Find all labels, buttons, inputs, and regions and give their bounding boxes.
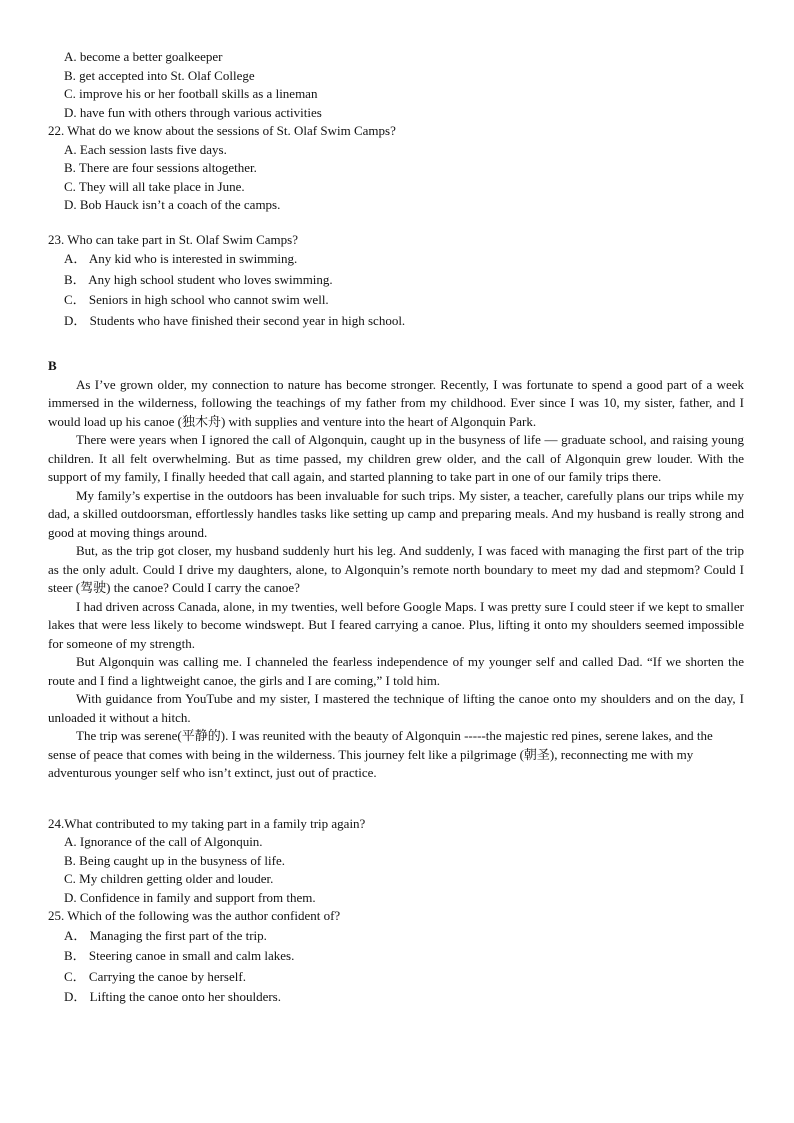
section-label: B [48,358,57,373]
option-b: B. There are four sessions altogether. [64,160,257,175]
option-a: A． Any kid who is interested in swimming. [64,251,298,266]
option-c: C. They will all take place in June. [64,178,245,194]
question-stem: 23. Who can take part in St. Olaf Swim Camps? [48,231,298,247]
passage-paragraph: The trip was serene(平静的). I was reunited with the beauty of Algonquin -----the majestic red pines, serene lakes, and the sense of peace that comes with being in the wilderness. This journey felt like a pilgrimage (朝圣), reconnecting me with my [48,728,713,762]
spacer [48,215,744,231]
option-d: D. Confidence in family and support from them. [64,889,316,905]
option-c: C． Carrying the canoe by herself. [64,968,246,984]
option-d: D． Lifting the canoe onto her shoulders. [64,989,281,1004]
question-stem: 22. What do we know about the sessions of St. Olaf Swim Camps? [48,123,396,138]
option-d: D. Bob Hauck isn’t a coach of the camps. [64,197,281,212]
option-a: A． Managing the first part of the trip. [64,927,267,943]
option-d: D． Students who have finished their second year in high school. [64,312,406,328]
passage-paragraph: But, as the trip got closer, my husband suddenly hurt his leg. And suddenly, I was faced with managing the first part of the trip as the only adult. Could I drive my daughters, alone, to Algonquin’s remote north boundary to meet my dad and stepmom? Could I steer (驾驶) the canoe? Could I carry the canoe? [48,543,744,595]
option-d: D. have fun with others through various activities [64,104,322,120]
passage-continuation-line: adventurous younger self who isn’t extinct, just out of practice. [48,765,377,780]
question-22 [48,122,744,215]
spacer [48,331,744,347]
option-a: A. become a better goalkeeper [64,49,223,64]
option-b: B. get accepted into St. Olaf College [64,67,255,83]
question-24 [48,815,744,908]
option-c: C． Seniors in high school who cannot swim well. [64,292,329,307]
question-21-options [48,48,744,122]
passage-paragraph: But Algonquin was calling me. I channeled the fearless independence of my younger self and called Dad. “If we shorten the route and I find a lightweight canoe, the girls and I are coming,” I told him. [48,654,744,688]
question-stem: 24.What contributed to my taking part in a family trip again? [48,815,366,831]
passage-paragraph: With guidance from YouTube and my sister, I mastered the technique of lifting the canoe onto my shoulders and on the day, I unloaded it without a hitch. [48,691,744,725]
spacer [48,783,744,815]
option-c: C. improve his or her football skills as a lineman [64,86,318,101]
question-stem: 25. Which of the following was the author confident of? [48,908,341,923]
passage-paragraph: As I’ve grown older, my connection to nature has become stronger. Recently, I was fortunate to spend a good part of a week immersed in the wilderness, following the teachings of my father from my childhood. Ever since I was 10, my sister, father, and I would load up his canoe (独木舟) with supplies and venture into the heart of Algonquin Park. [48,376,744,429]
passage-b [48,357,744,783]
passage-paragraph: I had driven across Canada, alone, in my twenties, well before Google Maps. I was pretty sure I could steer if we kept to smaller lakes that were less likely to become windswept. But I feared carrying a canoe. Plus, lifting it onto my shoulders seemed impossible for someone of my strength. [48,598,744,651]
option-b: B. Being caught up in the busyness of life. [64,852,285,868]
passage-paragraph: My family’s expertise in the outdoors has been invaluable for such trips. My sister, a teacher, carefully plans our trips while my dad, a skilled outdoorsman, effortlessly handles tasks like setting up camp and preparing meals. And my husband is really strong and good at moving things around. [48,487,744,540]
option-c: C. My children getting older and louder. [64,871,274,886]
option-a: A. Each session lasts five days. [64,141,227,157]
option-a: A. Ignorance of the call of Algonquin. [64,834,263,849]
question-23 [48,231,744,332]
option-b: B． Steering canoe in small and calm lakes. [64,948,295,963]
question-25 [48,907,744,1008]
option-b: B． Any high school student who loves swimming. [64,271,333,287]
passage-paragraph: There were years when I ignored the call of Algonquin, caught up in the busyness of life — graduate school, and raising young children. It all felt overwhelming. But as time passed, my children grew older, and the call of Algonquin grew louder. With the support of my family, I finally heeded that call again, and started planning to take part in one of our family trips there. [48,432,744,484]
exam-page [48,48,744,1008]
